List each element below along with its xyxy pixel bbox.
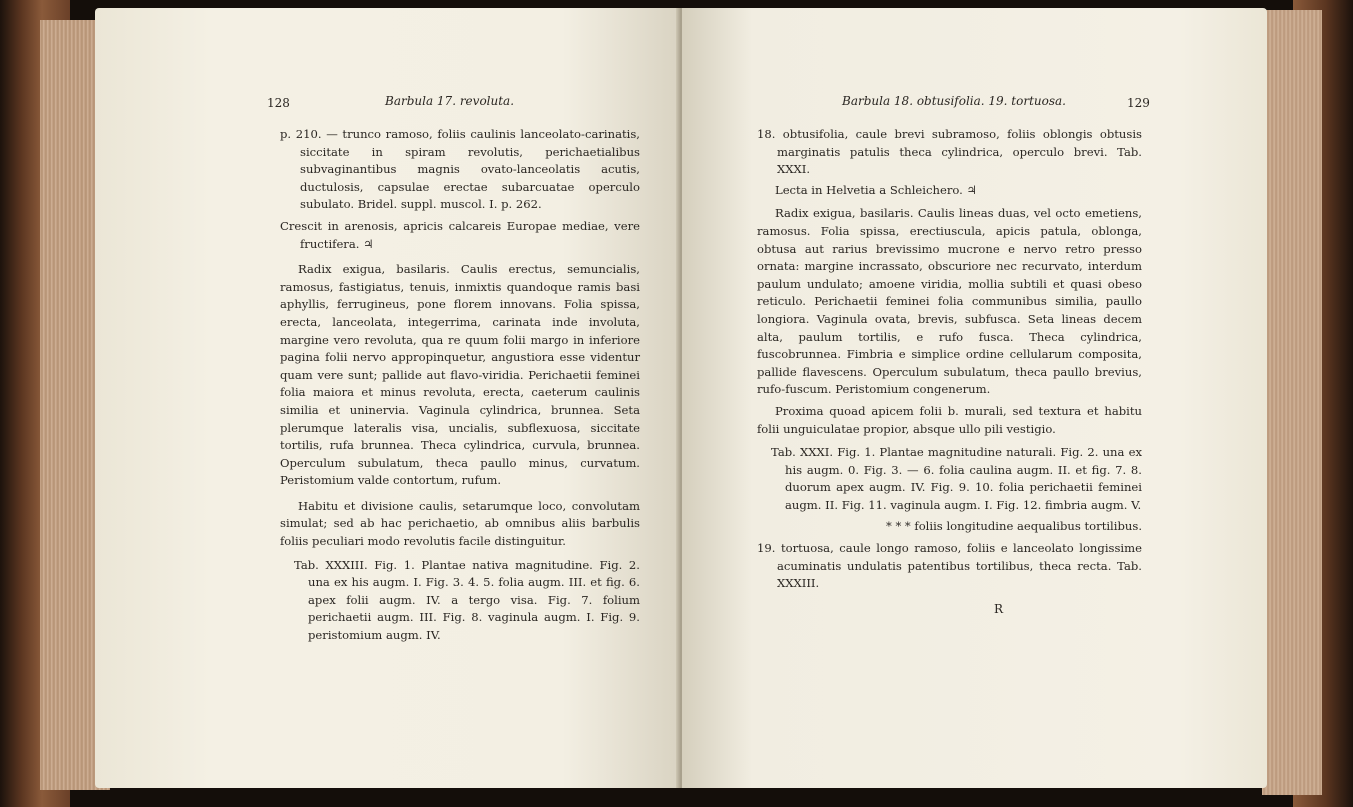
right-page bbox=[682, 8, 1267, 788]
right-body bbox=[757, 126, 1142, 593]
right-para-3: Radix exigua, basilaris. Caulis lineas duas, vel octo emetiens, ramosus. Folia spissa, erectiuscula, apicis patula, oblonga, obtusa aut rarius brevissimo mucrone e nervo retro presso ornata: margine incrassato, obscuriore nec recurvato, interdum paulum undulato; amoene viridia, mollia subtili et quasi obeso reticulo. Perichaetii feminei folia communibus similia, paullo longiora. Vaginula ovata, brevis, subfusca. Seta lineas decem alta, paulum tortilis, e rufo fusca. Theca cylindrica, fuscobrunnea. Fimbria e simplice ordine cellularum composita, pallide flavescens. Operculum subulatum, theca paullo brevius, rufo-fuscum. Peristomium congenerum. bbox=[757, 206, 1142, 397]
right-para-5: Tab. XXXI. Fig. 1. Plantae magnitudine naturali. Fig. 2. una ex his augm. 0. Fig. 3. — 6. folia caulina augm. II. et fig. 7. 8. duorum apex augm. IV. Fig. 9. 10. folia perichaetii feminei augm. II. Fig. 11. vaginula augm. I. Fig. 12. fimbria augm. V. bbox=[771, 445, 1142, 512]
left-body bbox=[280, 126, 640, 645]
right-section-note: * * * foliis longitudine aequalibus tortilibus. bbox=[885, 519, 1142, 534]
left-page bbox=[95, 8, 680, 788]
right-para-1: 18. obtusifolia, caule brevi subramoso, foliis oblongis obtusis marginatis patulis theca cylindrica, operculo brevi. Tab. XXXI. bbox=[757, 127, 1142, 177]
right-para-4: Proxima quoad apicem folii b. murali, sed textura et habitu folii unguiculatae propior, absque ullo pili vestigio. bbox=[757, 403, 1142, 436]
running-head-left: Barbula 17. revoluta. bbox=[385, 94, 515, 108]
running-head-right: Barbula 18. obtusifolia. 19. tortuosa. bbox=[842, 94, 1066, 108]
page-number-left: 128 bbox=[267, 96, 290, 110]
page-number-right: 129 bbox=[1127, 96, 1150, 110]
right-para-2: Lecta in Helvetia a Schleichero. ♃ bbox=[775, 182, 977, 197]
right-para-7: 19. tortuosa, caule longo ramoso, foliis e lanceolato longissime acuminatis undulatis patentibus tortilibus, theca recta. Tab. XXXIII. bbox=[757, 541, 1142, 591]
signature-mark: R bbox=[994, 602, 1004, 616]
left-para-3: Radix exigua, basilaris. Caulis erectus, semuncialis, ramosus, fastigiatus, tenuis, inmixtis quandoque ramis basi aphyllis, ferrugineus, pone florem innovans. Folia spissa, erecta, lanceolata, integerrima, carinata inde involuta, margine vero revoluta, qua re quum folii margo in inferiore pagina folii nervo appropinquetur, angustiora esse videntur quam vere sunt; pallide aut flavo-viridia. Perichaetii feminei folia maiora et minus revoluta, erecta, caeterum caulinis similia et uninervia. Vaginula cylindrica, brunnea. Seta plerumque lateralis visa, uncialis, subflexuosa, siccitate tortilis, rufa brunnea. Theca cylindrica, curvula, brunnea. Operculum subulatum, theca paullo minus, curvatum. Peristomium valde contortum, rufum. bbox=[280, 262, 640, 488]
left-para-5: Tab. XXXIII. Fig. 1. Plantae nativa magnitudine. Fig. 2. una ex his augm. I. Fig. 3. 4. 5. folia augm. III. et fig. 6. apex folii augm. IV. a tergo visa. Fig. 7. folium perichaetii augm. III. Fig. 8. vaginula augm. I. Fig. 9. peristomium augm. IV. bbox=[294, 557, 640, 643]
left-para-4: Habitu et divisione caulis, setarumque loco, convolutam simulat; sed ab hac perichaetio, ab omnibus aliis barbulis foliis peculiari modo revolutis facile distinguitur. bbox=[280, 498, 640, 549]
left-para-2: Crescit in arenosis, apricis calcareis Europae mediae, vere fructifera. ♃ bbox=[280, 218, 640, 251]
page-edges-right bbox=[1262, 10, 1322, 795]
left-para-1: p. 210. — trunco ramoso, foliis caulinis lanceolato-carinatis, siccitate in spiram revolutis, perichaetialibus subvaginantibus magnis ovato-lanceolatis acutis, ductulosis, capsulae erectae subarcuatae operculo subulato. Bridel. suppl. muscol. I. p. 262. bbox=[280, 127, 640, 212]
